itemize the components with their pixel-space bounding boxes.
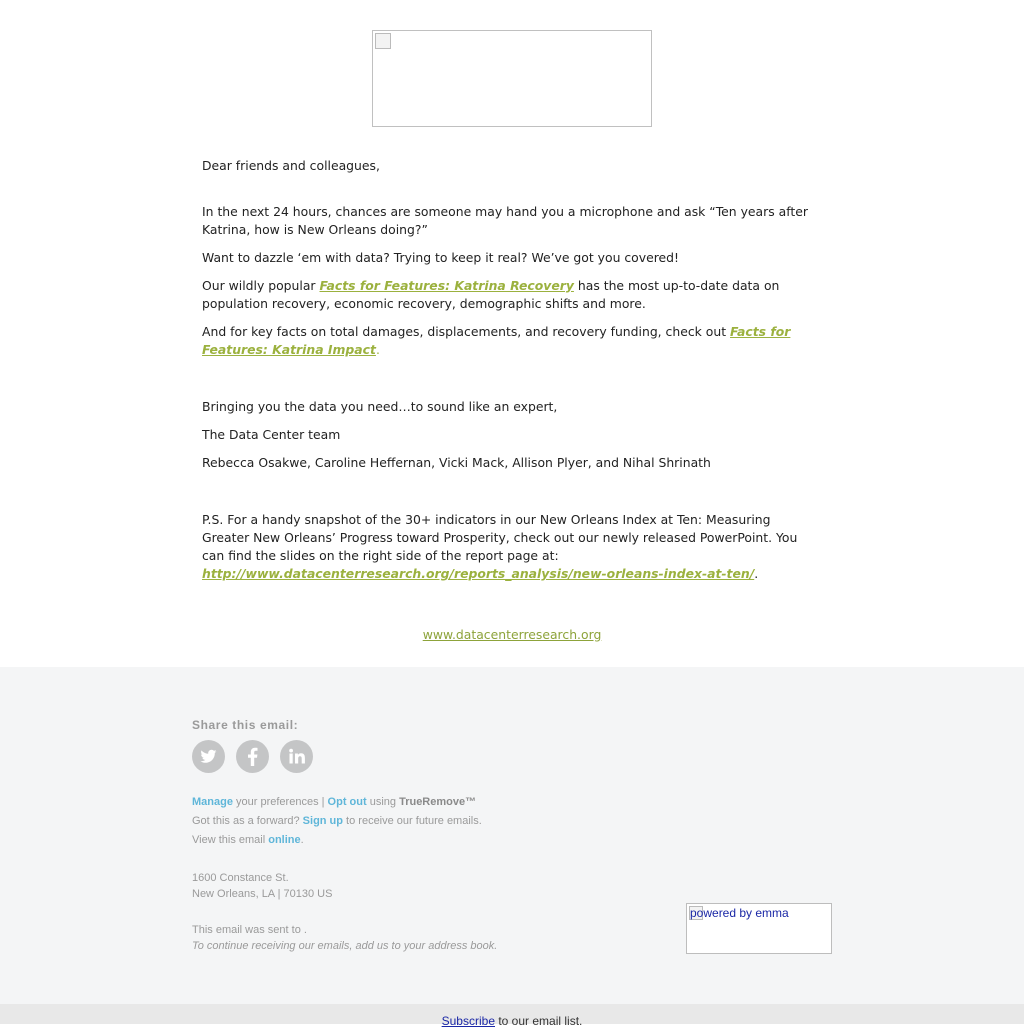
katrina-impact-link[interactable]: Facts for Features: Katrina Impact xyxy=(202,324,791,357)
powered-by-emma-alt: powered by emma xyxy=(690,906,789,920)
twitter-icon[interactable] xyxy=(192,740,225,773)
linkedin-icon[interactable] xyxy=(280,740,313,773)
katrina-recovery-link[interactable]: Facts for Features: Katrina Recovery xyxy=(319,278,574,293)
subscribe-line: Subscribe to our email list. xyxy=(441,1014,583,1028)
subscribe-link[interactable]: Subscribe xyxy=(441,1014,495,1028)
broken-image-icon xyxy=(375,33,391,49)
paragraph-3: Our wildly popular Facts for Features: Katrina Recovery has the most up-to-date data on population recovery, economic recovery, demographic shifts and more. xyxy=(202,278,780,311)
paragraph-1: In the next 24 hours, chances are someone may hand you a microphone and ask “Ten years after Katrina, how is New Orleans doing?” xyxy=(202,204,808,237)
email-body xyxy=(202,157,812,175)
signature-team: The Data Center team xyxy=(202,427,341,442)
opt-out-link[interactable]: Opt out xyxy=(327,796,367,808)
view-online-link[interactable]: online xyxy=(268,834,301,846)
powered-by-emma-image[interactable] xyxy=(686,903,832,954)
sent-to-line: This email was sent to . xyxy=(192,924,307,936)
manage-link[interactable]: Manage xyxy=(192,796,233,808)
address-book-line: To continue receiving our emails, add us to your address book. xyxy=(192,940,498,952)
footer xyxy=(0,667,1024,1004)
share-title: Share this email: xyxy=(192,718,299,732)
paragraph-2: Want to dazzle ‘em with data? Trying to keep it real? We’ve got you covered! xyxy=(202,250,679,265)
forward-signup-line: Got this as a forward? Sign up to receive our future emails. xyxy=(192,815,482,827)
subscribe-bar xyxy=(0,1004,1024,1028)
paragraph-4: And for key facts on total damages, displacements, and recovery funding, check out Facts for Features: Katrina Impact. xyxy=(202,324,791,357)
address-line-1: 1600 Constance St. xyxy=(192,872,289,884)
greeting: Dear friends and colleagues, xyxy=(202,158,380,173)
signature-names: Rebecca Osakwe, Caroline Heffernan, Vicki Mack, Allison Plyer, and Nihal Shrinath xyxy=(202,455,711,470)
website-link[interactable]: www.datacenterresearch.org xyxy=(422,627,602,642)
postscript: P.S. For a handy snapshot of the 30+ indicators in our New Orleans Index at Ten: Measuring Greater New Orleans’ Progress toward Prosperity, check out our newly released PowerPoint. You can find the slides on the right side of the report page at: http://www.datacenterresearch.org/reports_analysis/new-orleans-index-at-ten/. xyxy=(202,512,798,581)
manage-preferences-line: Manage your preferences | Opt out using TrueRemove™ xyxy=(192,796,477,808)
view-online-line: View this email online. xyxy=(192,834,304,846)
facebook-icon[interactable] xyxy=(236,740,269,773)
closing: Bringing you the data you need…to sound like an expert, xyxy=(202,399,558,414)
sign-up-link[interactable]: Sign up xyxy=(302,815,343,827)
address-line-2: New Orleans, LA | 70130 US xyxy=(192,888,333,900)
site-link-row xyxy=(0,626,1024,644)
header-image-placeholder xyxy=(372,30,652,127)
report-page-link[interactable]: http://www.datacenterresearch.org/reports_analysis/new-orleans-index-at-ten/ xyxy=(202,566,755,581)
